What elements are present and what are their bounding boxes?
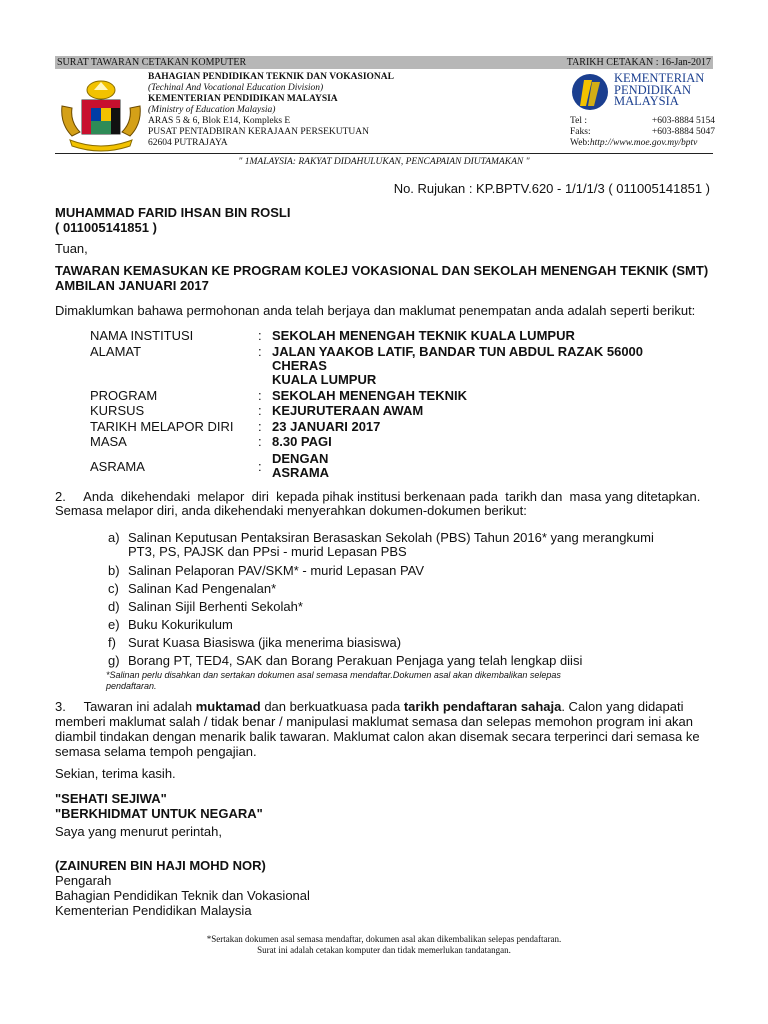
detail-label: KURSUS <box>90 403 145 418</box>
fax-number: +603-8884 5047 <box>651 127 715 137</box>
detail-label: NAMA INSTITUSI <box>90 328 194 343</box>
list-item: c) Salinan Kad Pengenalan* <box>108 581 277 596</box>
recipient-id: ( 011005141851 ) <box>55 220 157 235</box>
detail-colon: : <box>258 419 262 434</box>
paragraph-3-line-2: memberi maklumat salah / tidak benar / manipulasi maklumat semasa dan selepas memohon program ini akan <box>55 714 694 729</box>
detail-colon: : <box>258 328 262 343</box>
recipient-name: MUHAMMAD FARID IHSAN BIN ROSLI <box>55 205 291 220</box>
document-note-line-2: pendaftaran. <box>106 681 157 691</box>
detail-label: TARIKH MELAPOR DIRI <box>90 419 234 434</box>
detail-value: ASRAMA <box>272 465 330 480</box>
salutation: Tuan, <box>55 241 88 256</box>
reference-number: No. Rujukan : KP.BPTV.620 - 1/1/1/3 ( 011005141851 ) <box>393 181 710 196</box>
paragraph-3-line-3: diambil tindakan dengan menarik balik tawaran. Maklumat calon akan disemak secara terperinci dari semasa ke <box>55 729 700 744</box>
kpm-logo-line-1: KEMENTERIAN <box>614 71 705 85</box>
detail-label: ASRAMA <box>90 459 145 474</box>
footer-note-1: *Sertakan dokumen asal semasa mendaftar, dokumen asal akan dikembalikan selepas pendaftaran. <box>206 934 562 944</box>
detail-value: 23 JANUARI 2017 <box>272 419 381 434</box>
coat-of-arms-logo <box>56 76 146 152</box>
tel-label: Tel : <box>570 116 588 126</box>
ministry-name: KEMENTERIAN PENDIDIKAN MALAYSIA <box>148 94 338 104</box>
signatory-department: Bahagian Pendidikan Teknik dan Vokasional <box>55 888 310 903</box>
list-item: g) Borang PT, TED4, SAK dan Borang Perakuan Penjaga yang telah lengkap diisi <box>108 653 583 668</box>
print-date: TARIKH CETAKAN : 16-Jan-2017 <box>566 57 711 68</box>
paragraph-2-line-1: 2. Anda dikehendaki melapor diri kepada pihak institusi berkenaan pada tarikh dan masa yang ditetapkan. <box>55 489 701 504</box>
emphasis-final: muktamad <box>195 699 261 714</box>
paragraph-3-line-1: 3. Tawaran ini adalah muktamad dan berkuatkuasa pada tarikh pendaftaran sahaja. Calon yang didapati <box>55 699 684 714</box>
detail-colon: : <box>258 434 262 449</box>
division-name-en: (Techinal And Vocational Education Division) <box>148 83 324 93</box>
subject-line-2: AMBILAN JANUARI 2017 <box>55 278 209 293</box>
list-item: a) Salinan Keputusan Pentaksiran Berasaskan Sekolah (PBS) Tahun 2016* yang merangkumi <box>108 530 654 545</box>
header-divider <box>55 153 713 154</box>
kpm-emblem-icon <box>570 72 610 112</box>
national-motto: " 1MALAYSIA: RAKYAT DIDAHULUKAN, PENCAPAIAN DIUTAMAKAN " <box>238 157 530 167</box>
detail-value: KUALA LUMPUR <box>272 372 377 387</box>
ministry-header <box>148 72 448 149</box>
list-item: f) Surat Kuasa Biasiswa (jika menerima biasiswa) <box>108 635 402 650</box>
kpm-logo <box>570 72 715 112</box>
detail-value: SEKOLAH MENENGAH TEKNIK KUALA LUMPUR <box>272 328 575 343</box>
signatory-title: Pengarah <box>55 873 112 888</box>
list-item: b) Salinan Pelaporan PAV/SKM* - murid Lepasan PAV <box>108 563 425 578</box>
kpm-logo-line-3: MALAYSIA <box>614 94 679 108</box>
list-item-continued: PT3, PS, PAJSK dan PPsi - murid Lepasan PBS <box>128 544 407 559</box>
division-name: BAHAGIAN PENDIDIKAN TEKNIK DAN VOKASIONAL <box>148 72 394 82</box>
detail-value: JALAN YAAKOB LATIF, BANDAR TUN ABDUL RAZAK 56000 <box>272 344 644 359</box>
subject-line-1: TAWARAN KEMASUKAN KE PROGRAM KOLEJ VOKASIONAL DAN SEKOLAH MENENGAH TEKNIK (SMT) <box>55 263 709 278</box>
document-note-line-1: *Salinan perlu disahkan dan sertakan dokumen asal semasa mendaftar.Dokumen asal akan dikembalikan selepas <box>106 670 561 680</box>
detail-colon: : <box>258 388 262 403</box>
ministry-name-en: (Ministry of Education Malaysia) <box>148 105 276 115</box>
list-item: e) Buku Kokurikulum <box>108 617 233 632</box>
detail-label: ALAMAT <box>90 344 142 359</box>
letter-top-bar <box>55 56 713 69</box>
closing-text: Sekian, terima kasih. <box>55 766 176 781</box>
fax-label: Faks: <box>570 127 591 137</box>
list-item: d) Salinan Sijil Berhenti Sekolah* <box>108 599 303 614</box>
web-url[interactable]: http://www.moe.gov.my/bptv <box>589 138 698 148</box>
footer-note-2: Surat ini adalah cetakan komputer dan tidak memerlukan tandatangan. <box>257 945 511 955</box>
paragraph-3-line-4: semasa selama tempoh pengajian. <box>55 744 257 759</box>
detail-colon: : <box>258 403 262 418</box>
detail-label: PROGRAM <box>90 388 158 403</box>
kpm-logo-line-2: PENDIDIKAN <box>614 82 692 97</box>
paragraph-2-line-2: Semasa melapor diri, anda dikehendaki menyerahkan dokumen-dokumen berikut: <box>55 503 527 518</box>
detail-value: 8.30 PAGI <box>272 434 332 449</box>
emphasis-registration-date: tarikh pendaftaran sahaja <box>403 699 562 714</box>
detail-colon: : <box>258 459 262 474</box>
contact-block <box>570 116 715 149</box>
slogan-1: "SEHATI SEJIWA" <box>55 791 167 806</box>
detail-value: KEJURUTERAAN AWAM <box>272 403 424 418</box>
signatory-ministry: Kementerian Pendidikan Malaysia <box>55 903 252 918</box>
web-label: Web: <box>570 138 590 148</box>
address-line-3: 62604 PUTRAJAYA <box>148 138 228 148</box>
intro-paragraph: Dimaklumkan bahawa permohonan anda telah berjaya dan maklumat penempatan anda adalah seperti berikut: <box>55 303 696 318</box>
detail-label: MASA <box>90 434 127 449</box>
signatory-name: (ZAINUREN BIN HAJI MOHD NOR) <box>55 858 266 873</box>
slogan-2: "BERKHIDMAT UNTUK NEGARA" <box>55 806 263 821</box>
signoff-text: Saya yang menurut perintah, <box>55 824 222 839</box>
address-line-1: ARAS 5 & 6, Blok E14, Kompleks E <box>148 116 291 126</box>
detail-colon: : <box>258 344 262 359</box>
letter-type: SURAT TAWARAN CETAKAN KOMPUTER <box>57 57 247 68</box>
detail-value: CHERAS <box>272 358 327 373</box>
detail-value: SEKOLAH MENENGAH TEKNIK <box>272 388 468 403</box>
address-line-2: PUSAT PENTADBIRAN KERAJAAN PERSEKUTUAN <box>148 127 370 137</box>
detail-value: DENGAN <box>272 451 329 466</box>
tel-number: +603-8884 5154 <box>651 116 715 126</box>
